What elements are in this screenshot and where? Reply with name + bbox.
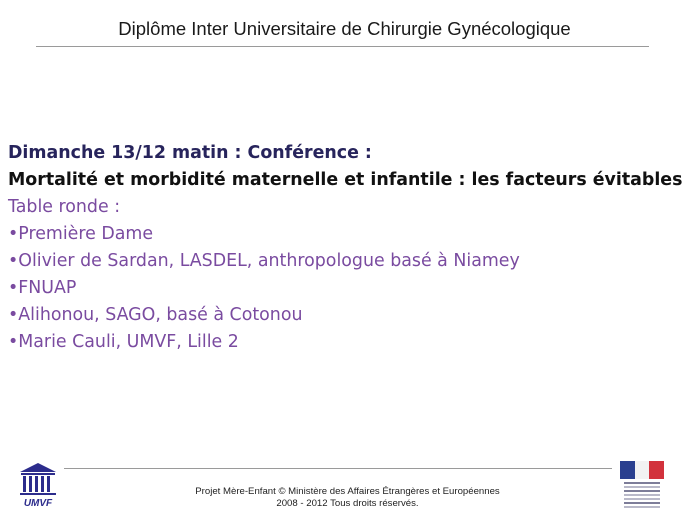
panelist-item: •Alihonou, SAGO, basé à Cotonou <box>8 305 303 325</box>
footer-line-2: 2008 - 2012 Tous droits réservés. <box>276 498 419 509</box>
table-ronde-label: Table ronde : <box>8 197 121 217</box>
subject-line: Mortalité et morbidité maternelle et infantile : les facteurs évitables <box>8 170 683 190</box>
footer-copyright <box>120 486 575 510</box>
event-line: Dimanche 13/12 matin : Conférence : <box>8 143 372 163</box>
slide-content <box>8 140 683 356</box>
umvf-logo-text: UMVF <box>23 498 53 508</box>
header-divider <box>36 46 649 47</box>
french-ministry-logo-icon <box>620 461 664 513</box>
umvf-logo-graphic <box>17 462 59 508</box>
header-title: Diplôme Inter Universitaire de Chirurgie Gynécologique <box>118 18 571 39</box>
french-flag-icon <box>620 461 664 479</box>
footer-line-1: Projet Mère-Enfant © Ministère des Affaires Étrangères et Européennes <box>195 486 500 497</box>
ministry-text-graphic <box>624 482 660 510</box>
panelist-item: •FNUAP <box>8 278 77 298</box>
footer-divider <box>64 468 612 469</box>
umvf-temple-logo-icon <box>17 462 59 508</box>
panelist-item: •Marie Cauli, UMVF, Lille 2 <box>8 332 239 352</box>
panelist-item: •Première Dame <box>8 224 154 244</box>
panelist-item: •Olivier de Sardan, LASDEL, anthropologue basé à Niamey <box>8 251 520 271</box>
